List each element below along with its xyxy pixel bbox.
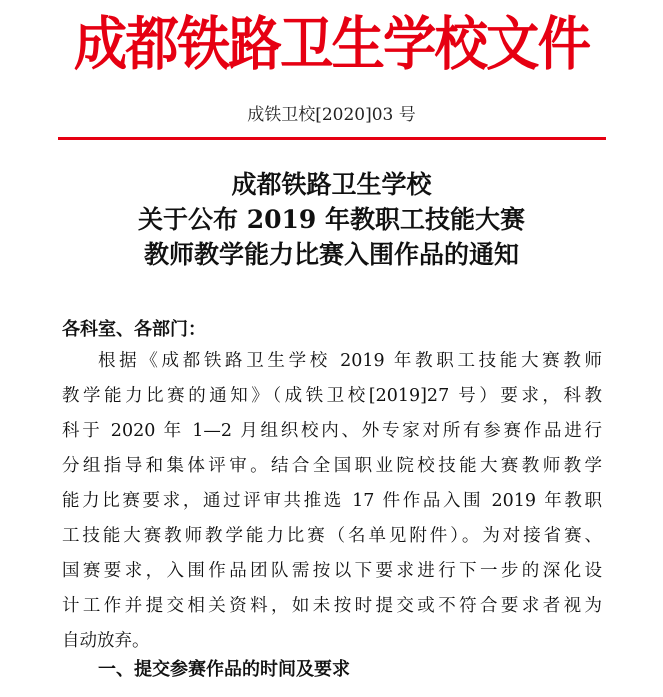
body-line: 国赛要求，入围作品团队需按以下要求进行下一步的深化设 <box>62 561 602 581</box>
body-line: 分组指导和集体评审。结合全国职业院校技能大赛教师教学 <box>62 456 602 476</box>
notice-title-line-3: 教师教学能力比赛入围作品的通知 <box>143 240 519 269</box>
body-line: 根据《成都铁路卫生学校 2019 年教职工技能大赛教师 <box>98 351 602 371</box>
body-line: 计工作并提交相关资料，如未按时提交或不符合要求者视为 <box>62 596 602 616</box>
body-line: 自动放弃。 <box>62 631 150 651</box>
document-number: 成铁卫校[2020]03 号 <box>247 105 416 125</box>
body-line: 能力比赛要求，通过评审共推选 17 件作品入围 2019 年教职 <box>62 491 602 511</box>
document-header-title: 成都铁路卫生学校文件 <box>73 10 590 78</box>
body-line: 教学能力比赛的通知》（成铁卫校[2019]27 号）要求，科教 <box>62 386 602 406</box>
body-line: 工技能大赛教师教学能力比赛（名单见附件）。为对接省赛、 <box>62 526 602 546</box>
notice-title-line-1: 成都铁路卫生学校 <box>231 170 432 199</box>
red-divider-line <box>58 137 606 140</box>
section-heading: 一、提交参赛作品的时间及要求 <box>98 659 350 680</box>
notice-title-line-2: 关于公布 2019 年教职工技能大赛 <box>138 205 525 234</box>
notice-title <box>0 167 663 272</box>
body-paragraph <box>62 344 602 659</box>
salutation: 各科室、各部门： <box>62 319 206 340</box>
body-line: 科于 2020 年 1—2 月组织校内、外专家对所有参赛作品进行 <box>62 421 602 441</box>
